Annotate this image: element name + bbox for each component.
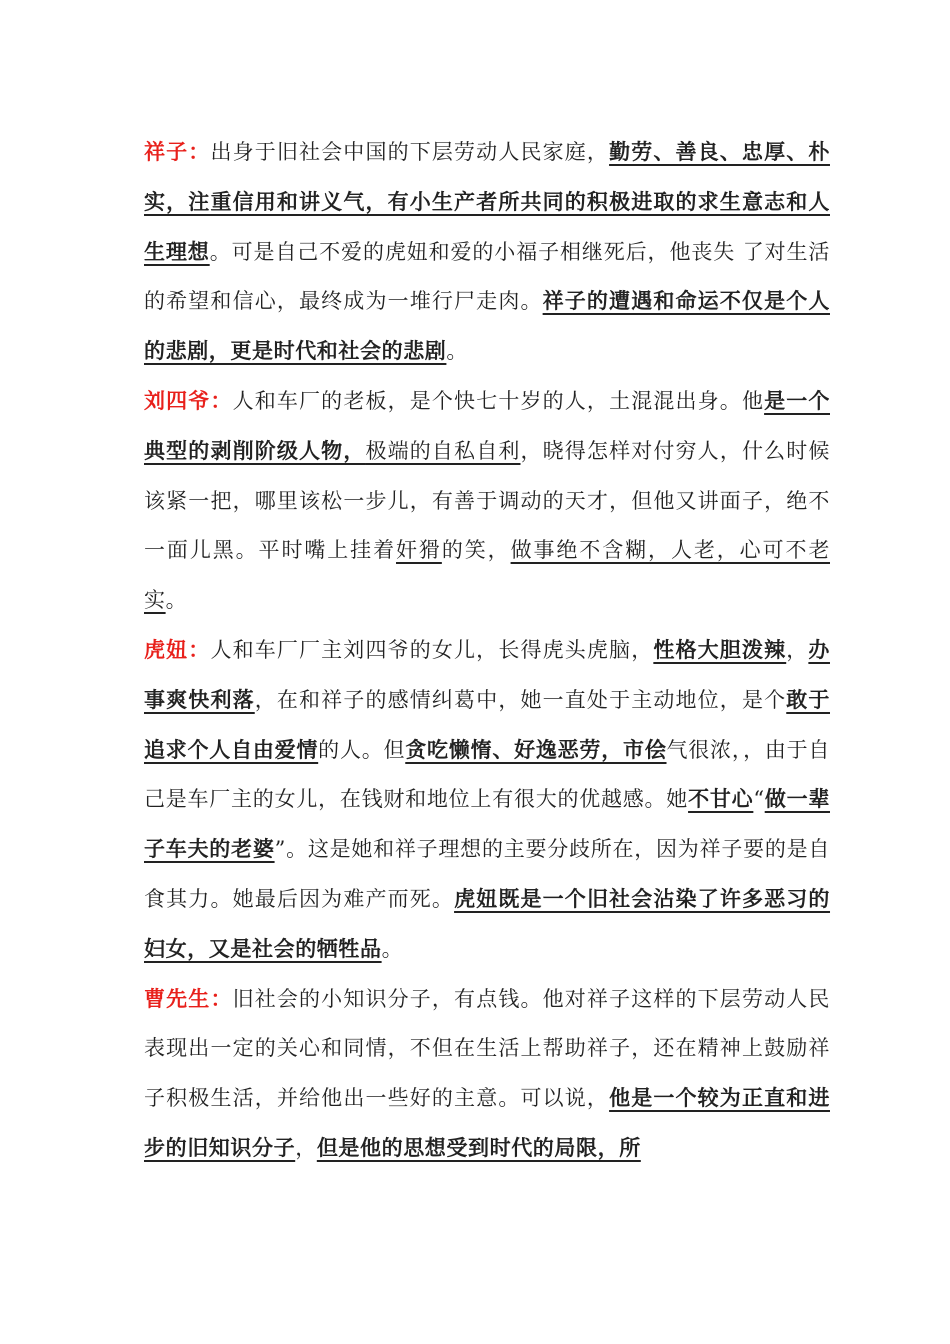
paragraph-xiangzi	[144, 128, 830, 377]
emphasis-bold-underline: 是一个典型的剥削阶级人物，	[144, 388, 830, 463]
paragraph-liu-siye	[144, 377, 830, 626]
character-name: 虎妞：	[144, 637, 211, 662]
text-segment: ，晓得怎样对付穷人，什么时候该紧一把，哪里该松一步儿，有善于调动的天才，但他又讲面子，绝不一面儿黑。平时嘴上挂着	[144, 438, 831, 563]
text-segment: ，	[295, 1135, 317, 1160]
emphasis-underline: 做事绝不含糊，人老，心可不老实	[144, 538, 830, 613]
character-name: 曹先生：	[144, 986, 233, 1011]
text-segment: ，在和祥子的感情纠葛中，她一直处于主动地位，是个	[254, 687, 787, 712]
text-segment: 。	[165, 588, 188, 613]
text-segment: 人和车厂厂主刘四爷的女儿，长得虎头虎脑，	[210, 637, 654, 662]
emphasis-underline: 奸猾	[396, 538, 442, 563]
text-segment: 。可是自己不爱的虎妞和爱的小福子相继死后，他丧失 了对生活的希望和信心，最终成为一堆行尸走肉。	[144, 239, 830, 314]
text-segment: 气很浓，，由于自己是车厂主的女儿，在钱财和地位上有很大的优越感。她	[144, 737, 831, 812]
text-segment: 出身于旧社会中国的下层劳动人民家庭，	[210, 140, 610, 164]
emphasis-bold-underline: 但是他的思想受到时代的局限，所	[316, 1135, 641, 1160]
text-segment: “	[753, 787, 765, 812]
emphasis-bold-underline: 办事爽快利落	[144, 637, 830, 712]
text-segment: 人和车厂的老板，是个快七十岁的人，土混混出身。他	[232, 388, 765, 413]
emphasis-bold-underline: 他是一个较为正直和进步的旧知识分子	[144, 1086, 830, 1160]
emphasis-underline: 极端的自私自利	[365, 438, 521, 463]
text-segment: 。	[446, 339, 469, 364]
text-segment: 。	[381, 936, 404, 961]
emphasis-bold-underline: 做一辈子车夫的老婆	[144, 787, 830, 862]
emphasis-bold-underline: 敢于追求个人自由爱情	[144, 687, 830, 762]
text-segment: ，	[786, 637, 809, 662]
paragraph-cao-xiansheng	[144, 975, 830, 1174]
emphasis-bold-underline: 性格大胆泼辣	[653, 637, 787, 662]
emphasis-bold-underline: 贪吃懒惰、好逸恶劳，市侩	[405, 737, 667, 762]
text-segment: 的人。但	[318, 737, 406, 762]
text-segment: ”。这是她和祥子理想的主要分歧所在，因为祥子要的是自食其力。她最后因为难产而死。	[144, 837, 830, 911]
text-segment: 旧社会的小知识分子，有点钱。他对祥子这样的下层劳动人民表现出一定的关心和同情，不但在生活上帮助祥子，还在精神上鼓励祥子积极生活，并给他出一些好的主意。可以说，	[144, 986, 830, 1111]
text-segment: 的笑，	[441, 538, 511, 563]
emphasis-bold-underline: 勤劳、善良、忠厚、朴实，注重信用和讲义气，有小生产者所共同的积极进取的求生意志和人生理想	[144, 140, 830, 264]
emphasis-bold-underline: 祥子的遭遇和命运不仅是个人的悲剧，更是时代和社会的悲剧	[144, 289, 830, 364]
character-name: 刘四爷：	[144, 388, 233, 413]
emphasis-bold-underline: 虎妞既是一个旧社会沾染了许多恶习的妇女，又是社会的牺牲品	[144, 886, 831, 961]
paragraph-hu-niu	[144, 626, 830, 975]
character-name: 祥子：	[144, 140, 211, 164]
emphasis-bold-underline: 不甘心	[688, 787, 754, 812]
